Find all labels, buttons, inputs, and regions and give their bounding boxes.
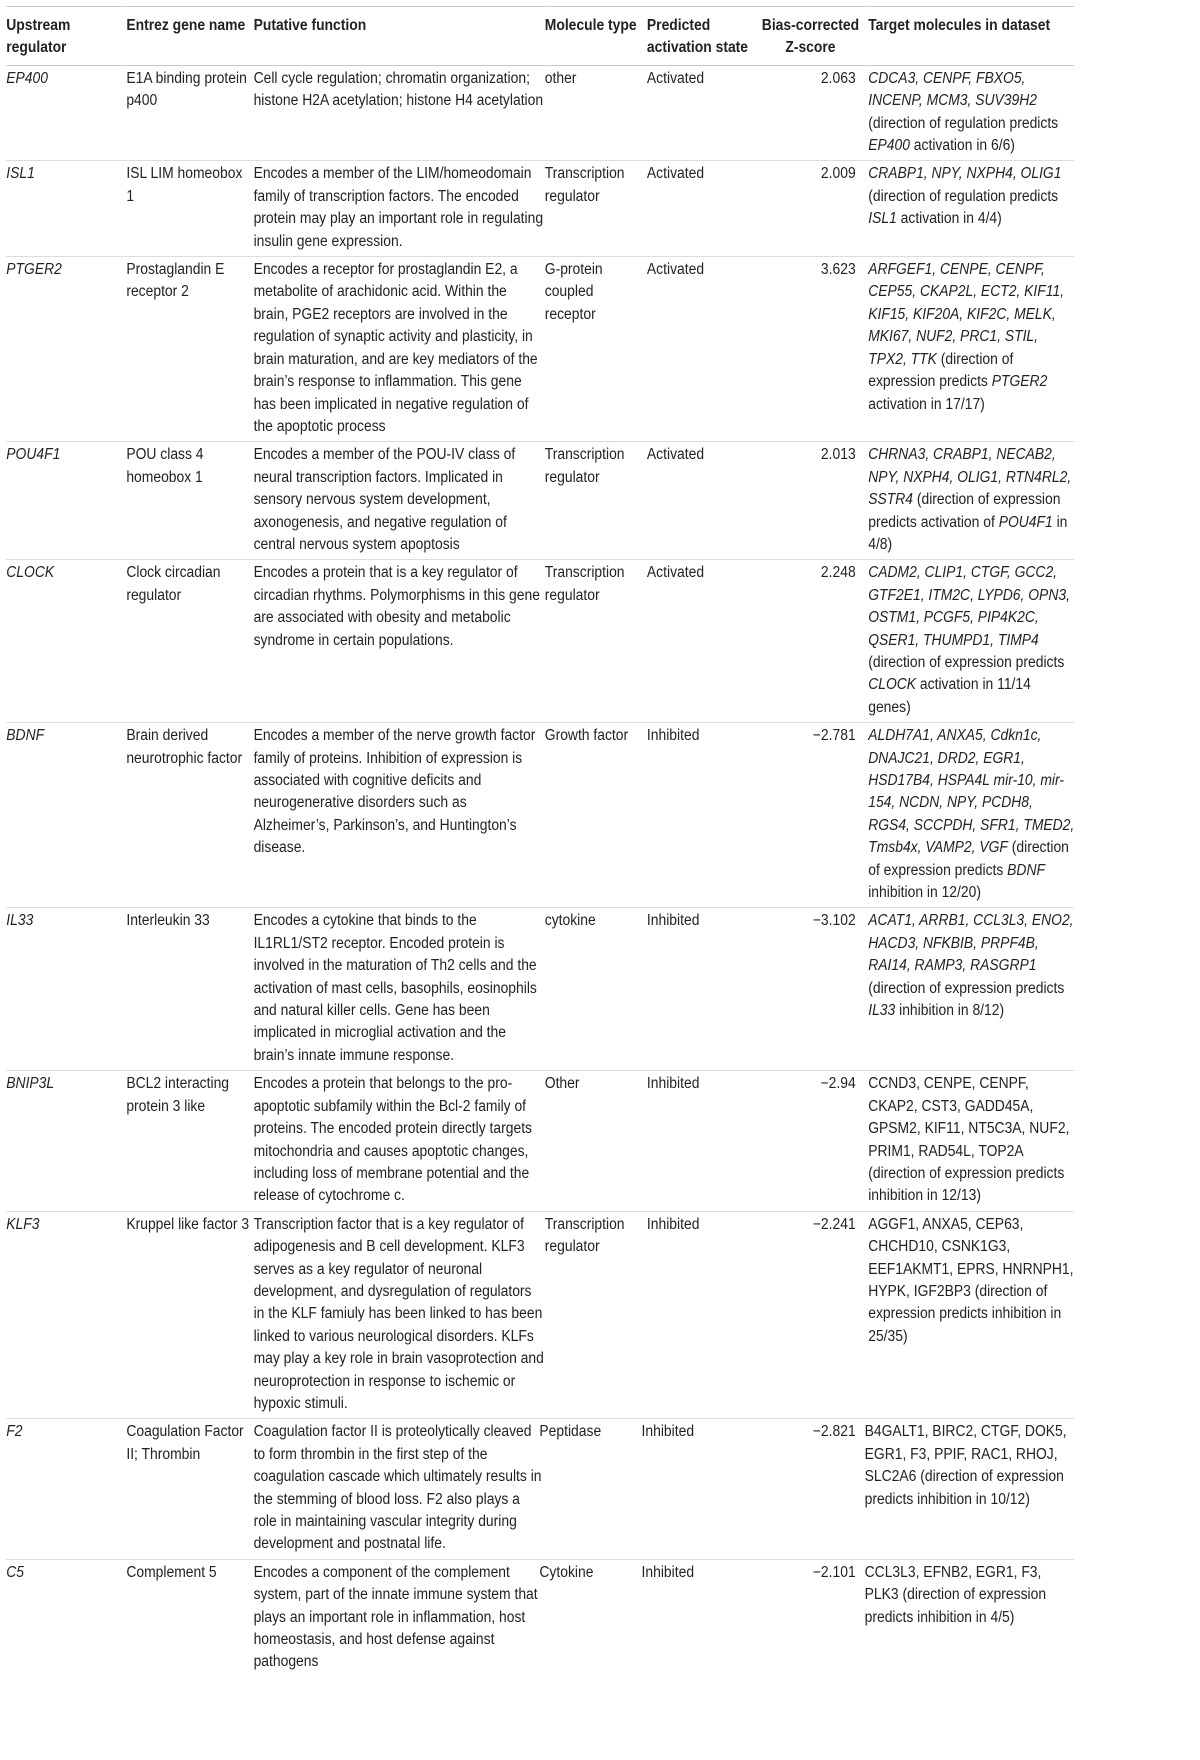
targets-post: activation in 17/17) — [868, 395, 985, 413]
gene-name-cell: Kruppel like factor 3 — [126, 1215, 250, 1233]
targets-cell — [868, 442, 1074, 560]
targets-pre: (direction of regulation predicts — [868, 114, 1059, 132]
function-cell: Transcription factor that is a key regulator of adipogenesis and B cell development. KLF3 serves as a key regulator of neuronal development, and dysregulation of regulators in the KLF famiuly has been linked to has been linked to various neurological disorders. KLFs may play a key role in brain vasoprotection and neuroprotection in response to ischemic or hypoxic stimuli. — [253, 1215, 544, 1412]
table-row — [6, 560, 1074, 723]
molecule-type-cell: other — [544, 69, 577, 87]
function-cell: Encodes a member of the nerve growth factor family of proteins. Inhibition of expression is associated with cognitive deficits and neurogenerative disorders such as Alzheimer’s, Parkinson’s, and Huntington’s disease. — [253, 727, 536, 857]
function-cell: Encodes a member of the LIM/homeodomain family of transcription factors. The encoded protein may play an important role in regulating insulin gene expression. — [253, 165, 544, 250]
header-target-molecules: Target molecules in dataset — [868, 7, 1074, 66]
table-body — [6, 65, 1074, 1677]
z-score-cell: −2.241 — [812, 1215, 856, 1233]
targets-post: activation in 11/14 genes) — [868, 676, 1031, 716]
targets-cell: B4GALT1, BIRC2, CTGF, DOK5, EGR1, F3, PPIF, RAC1, RHOJ, SLC2A6 (direction of expression predicts inhibition in 10/12) — [864, 1423, 1067, 1508]
targets-post: inhibition in 8/12) — [895, 1002, 1005, 1020]
targets-cell — [868, 257, 1074, 442]
z-score-cell: −2.94 — [820, 1075, 856, 1093]
activation-state-cell: Inhibited — [646, 727, 700, 745]
function-cell: Cell cycle regulation; chromatin organization; histone H2A acetylation; histone H4 acetylation — [253, 69, 544, 110]
targets-cell — [868, 723, 1074, 908]
targets-pre: (direction of expression predicts — [868, 839, 1069, 879]
upstream-regulators-table — [6, 6, 1074, 1677]
activation-state-cell: Activated — [646, 165, 705, 183]
targets-italic: CRABP1, NPY, NXPH4, OLIG1 — [868, 165, 1062, 183]
z-score-cell: −2.781 — [812, 727, 856, 745]
targets-regulator: POU4F1 — [998, 513, 1053, 531]
regulator-cell: PTGER2 — [6, 261, 62, 279]
gene-name-cell: Complement 5 — [126, 1563, 217, 1581]
table-header — [6, 7, 1074, 66]
header-row — [6, 7, 1074, 66]
targets-pre: (direction of expression predicts — [868, 653, 1065, 671]
targets-regulator: CLOCK — [868, 676, 917, 694]
activation-state-cell: Activated — [646, 261, 705, 279]
gene-name-cell: BCL2 interacting protein 3 like — [126, 1075, 230, 1115]
z-score-cell: −2.101 — [812, 1563, 856, 1581]
regulator-cell: POU4F1 — [6, 446, 61, 464]
targets-italic: ACAT1, ARRB1, CCL3L3, ENO2, HACD3, NFKBIB, PRPF4B, RAI14, RAMP3, RASGRP1 — [868, 912, 1074, 975]
gene-name-cell: Coagulation Factor II; Thrombin — [126, 1423, 244, 1463]
activation-state-cell: Activated — [646, 564, 705, 582]
table-row — [6, 1559, 1074, 1677]
header-entrez-gene-name: Entrez gene name — [126, 7, 253, 66]
targets-italic: ALDH7A1, ANXA5, Cdkn1c, DNAJC21, DRD2, EGR1, HSD17B4, HSPA4L mir-10, mir-154, NCDN, NPY, PCDH8, RGS4, SCCPDH, SFR1, TMED2, Tmsb4x, VAMP2, VGF — [868, 727, 1075, 857]
z-score-cell: 2.009 — [820, 165, 856, 183]
regulator-cell: KLF3 — [6, 1215, 40, 1233]
gene-name-cell: Clock circadian regulator — [126, 564, 221, 604]
table-row — [6, 1419, 1074, 1559]
targets-pre: (direction of regulation predicts — [868, 187, 1059, 205]
targets-post: activation in 6/6) — [909, 137, 1015, 155]
targets-cell — [868, 560, 1074, 723]
regulator-cell: BNIP3L — [6, 1075, 55, 1093]
table-row — [6, 723, 1074, 908]
activation-state-cell: Inhibited — [646, 1075, 700, 1093]
table-row — [6, 1211, 1074, 1419]
table-row — [6, 1071, 1074, 1211]
regulator-cell: CLOCK — [6, 564, 55, 582]
regulator-cell: EP400 — [6, 69, 48, 87]
targets-cell — [868, 161, 1074, 257]
molecule-type-cell: Other — [544, 1075, 580, 1093]
targets-cell — [868, 65, 1074, 161]
targets-italic: CDCA3, CENPF, FBXO5, INCENP, MCM3, SUV39H2 — [868, 69, 1037, 110]
table-row — [6, 161, 1074, 257]
targets-regulator: BDNF — [1007, 861, 1045, 879]
targets-cell: CCL3L3, EFNB2, EGR1, F3, PLK3 (direction of expression predicts inhibition in 4/5) — [864, 1563, 1047, 1626]
molecule-type-cell: cytokine — [544, 912, 596, 930]
regulator-cell: C5 — [6, 1563, 25, 1581]
targets-cell: AGGF1, ANXA5, CEP63, CHCHD10, CSNK1G3, EEF1AKMT1, EPRS, HNRNPH1, HYPK, IGF2BP3 (direction of expression predicts inhibition in 25/35) — [868, 1215, 1074, 1345]
gene-name-cell: Brain derived neurotrophic factor — [126, 727, 243, 767]
gene-name-cell: E1A binding protein p400 — [126, 69, 247, 110]
targets-pre: (direction of expression predicts — [868, 350, 1014, 391]
activation-state-cell: Activated — [646, 446, 705, 464]
molecule-type-cell: G-protein coupled receptor — [544, 261, 603, 323]
header-putative-function: Putative function — [254, 7, 545, 66]
z-score-cell: −2.821 — [812, 1423, 856, 1441]
z-score-cell: 2.013 — [820, 446, 856, 464]
header-molecule-type: Molecule type — [545, 7, 647, 66]
table-row — [6, 442, 1074, 560]
activation-state-cell: Activated — [646, 69, 705, 87]
header-z-score: Bias-corrected Z-score — [762, 7, 869, 66]
activation-state-cell: Inhibited — [646, 1215, 700, 1233]
function-cell: Encodes a protein that belongs to the pro-apoptotic subfamily within the Bcl-2 family of proteins. The encoded protein directly targets mitochondria and causes apoptotic changes, including loss of membrane potential and the release of cytochrome c. — [253, 1075, 533, 1205]
targets-cell — [868, 908, 1074, 1071]
molecule-type-cell: Transcription regulator — [544, 564, 625, 604]
targets-cell: CCND3, CENPE, CENPF, CKAP2, CST3, GADD45A, GPSM2, KIF11, NT5C3A, NUF2, PRIM1, RAD54L, TOP2A (direction of expression predicts inhibition in 12/13) — [868, 1075, 1070, 1205]
function-cell: Encodes a member of the POU-IV class of neural transcription factors. Implicated in sensory nervous system development, axonogenesis, and negative regulation of central nervous system apoptosis — [253, 446, 516, 553]
molecule-type-cell: Transcription regulator — [544, 446, 625, 486]
regulator-cell: ISL1 — [6, 165, 35, 183]
table-row — [6, 257, 1074, 442]
targets-post: in 4/8) — [868, 513, 1068, 553]
z-score-cell: 2.063 — [820, 69, 856, 87]
function-cell: Encodes a cytokine that binds to the IL1RL1/ST2 receptor. Encoded protein is involved in the maturation of Th2 cells and the activation of mast cells, basophils, eosinophils and natural killer cells. Gene has been implicated in microglial activation and the brain’s innate immune response. — [253, 912, 537, 1064]
targets-regulator: PTGER2 — [991, 373, 1048, 391]
activation-state-cell: Inhibited — [641, 1423, 695, 1441]
z-score-cell: 2.248 — [820, 564, 856, 582]
molecule-type-cell: Transcription regulator — [544, 165, 625, 205]
targets-regulator: IL33 — [868, 1002, 896, 1020]
targets-pre: (direction of expression predicts activation of — [868, 491, 1061, 531]
z-score-cell: 3.623 — [820, 261, 856, 279]
targets-post: inhibition in 12/20) — [868, 884, 981, 902]
function-cell: Encodes a protein that is a key regulator of circadian rhythms. Polymorphisms in this gene are associated with obesity and metabolic syndrome in certain populations. — [253, 564, 540, 649]
regulator-cell: IL33 — [6, 912, 34, 930]
targets-italic: CHRNA3, CRABP1, NECAB2, NPY, NXPH4, OLIG1, RTN4RL2, SSTR4 — [868, 446, 1072, 509]
header-upstream-regulator: Upstream regulator — [6, 7, 126, 66]
activation-state-cell: Inhibited — [646, 912, 700, 930]
table-row — [6, 908, 1074, 1071]
targets-post: activation in 4/4) — [896, 210, 1002, 228]
function-cell: Encodes a receptor for prostaglandin E2, a metabolite of arachidonic acid. Within the brain, PGE2 receptors are involved in the regulation of synaptic activity and plasticity, in brain maturation, and are key mediators of the brain’s response to inflammation. This gene has been implicated in negative regulation of the apoptotic process — [253, 261, 538, 435]
gene-name-cell: Interleukin 33 — [126, 912, 210, 930]
molecule-type-cell: Transcription regulator — [544, 1215, 625, 1256]
regulator-cell: F2 — [6, 1423, 23, 1441]
molecule-type-cell: Growth factor — [544, 727, 629, 745]
gene-name-cell: ISL LIM homeobox 1 — [126, 165, 243, 205]
targets-regulator: EP400 — [868, 137, 910, 155]
targets-italic: ARFGEF1, CENPE, CENPF, CEP55, CKAP2L, ECT2, KIF11, KIF15, KIF20A, KIF2C, MELK, MKI67, NUF2, PRC1, STIL, TPX2, TTK — [868, 261, 1065, 368]
activation-state-cell: Inhibited — [641, 1563, 695, 1581]
gene-name-cell: Prostaglandin E receptor 2 — [126, 261, 225, 301]
regulator-cell: BDNF — [6, 727, 45, 745]
gene-name-cell: POU class 4 homeobox 1 — [126, 446, 204, 486]
function-cell: Encodes a component of the complement system, part of the innate immune system that plays an important role in inflammation, host homeostasis, and host defense against pathogens — [253, 1563, 538, 1671]
targets-regulator: ISL1 — [868, 210, 897, 228]
function-cell: Coagulation factor II is proteolytically cleaved to form thrombin in the first step of the coagulation cascade which ultimately results in the stemming of blood loss. F2 also plays a role in maintaining vascular integrity during development and postnatal life. — [253, 1423, 542, 1553]
header-predicted-activation-state: Predicted activation state — [647, 7, 762, 66]
z-score-cell: −3.102 — [812, 912, 856, 930]
molecule-type-cell: Peptidase — [539, 1423, 602, 1441]
targets-italic: CADM2, CLIP1, CTGF, GCC2, GTF2E1, ITM2C, LYPD6, OPN3, OSTM1, PCGF5, PIP4K2C, QSER1, THUMPD1, TIMP4 — [868, 564, 1070, 649]
targets-pre: (direction of expression predicts — [868, 979, 1065, 997]
table-row — [6, 65, 1074, 161]
molecule-type-cell: Cytokine — [539, 1563, 594, 1581]
